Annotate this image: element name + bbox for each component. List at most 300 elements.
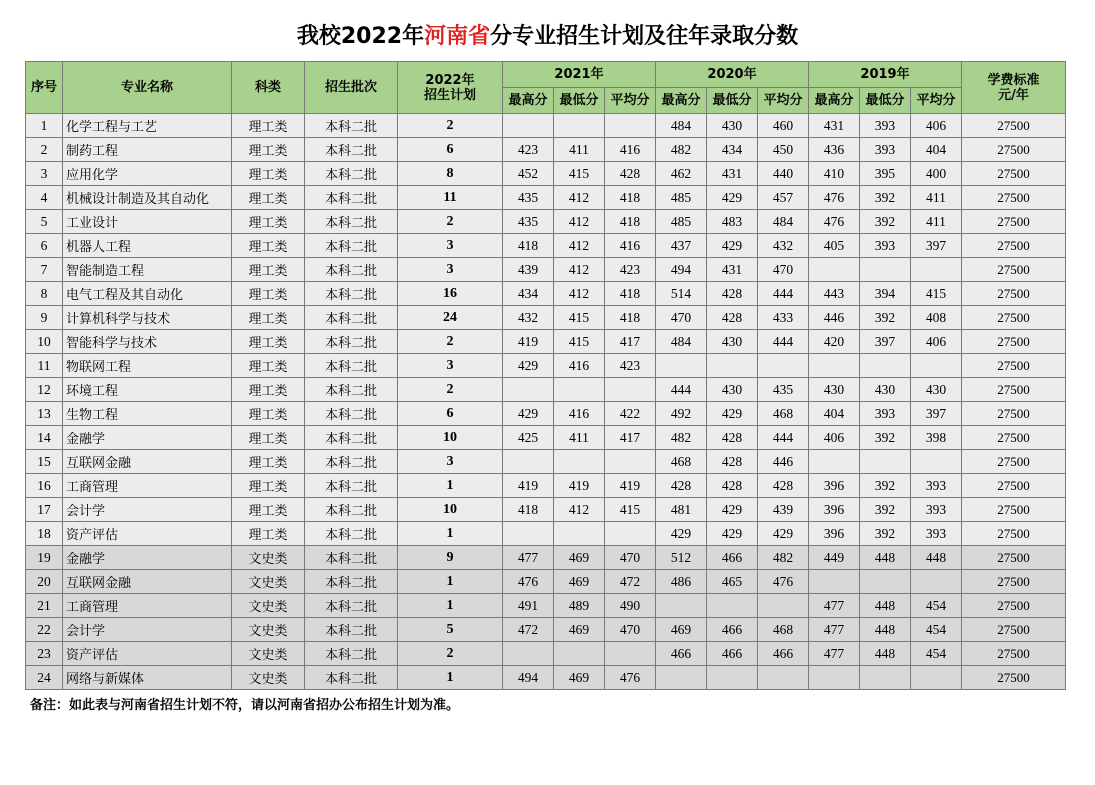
cell-2019-min: 392 (860, 474, 911, 498)
table-row (26, 258, 1066, 282)
cell-2020-max: 486 (656, 570, 707, 594)
cell-major: 生物工程 (63, 402, 232, 426)
cell-seq: 11 (26, 354, 63, 378)
cell-2019-min: 448 (860, 618, 911, 642)
cell-plan: 1 (398, 522, 503, 546)
cell-batch: 本科二批 (305, 594, 398, 618)
cell-batch: 本科二批 (305, 138, 398, 162)
cell-2019-min (860, 450, 911, 474)
cell-2020-min: 431 (707, 162, 758, 186)
cell-2019-max: 436 (809, 138, 860, 162)
cell-seq: 16 (26, 474, 63, 498)
cell-2020-avg: 476 (758, 570, 809, 594)
cell-2021-max: 435 (503, 210, 554, 234)
cell-2019-max: 396 (809, 522, 860, 546)
cell-category: 理工类 (232, 402, 305, 426)
cell-major: 物联网工程 (63, 354, 232, 378)
cell-2020-avg (758, 594, 809, 618)
cell-category: 理工类 (232, 282, 305, 306)
cell-batch: 本科二批 (305, 210, 398, 234)
cell-plan: 1 (398, 570, 503, 594)
cell-2020-min: 428 (707, 306, 758, 330)
cell-plan: 11 (398, 186, 503, 210)
cell-2021-max: 429 (503, 402, 554, 426)
cell-2021-min (554, 522, 605, 546)
cell-2021-min (554, 114, 605, 138)
cell-major: 智能科学与技术 (63, 330, 232, 354)
cell-2020-min: 430 (707, 114, 758, 138)
cell-2019-avg: 397 (911, 402, 962, 426)
cell-2021-max: 476 (503, 570, 554, 594)
cell-seq: 13 (26, 402, 63, 426)
cell-2019-avg (911, 258, 962, 282)
cell-fee: 27500 (962, 474, 1066, 498)
cell-2021-min: 412 (554, 234, 605, 258)
cell-2021-avg: 416 (605, 138, 656, 162)
cell-2021-avg: 418 (605, 282, 656, 306)
cell-2020-max: 437 (656, 234, 707, 258)
cell-fee: 27500 (962, 378, 1066, 402)
cell-2020-min: 466 (707, 642, 758, 666)
cell-major: 机械设计制造及其自动化 (63, 186, 232, 210)
cell-2021-max (503, 114, 554, 138)
table-row (26, 618, 1066, 642)
cell-seq: 20 (26, 570, 63, 594)
cell-2019-min: 392 (860, 522, 911, 546)
cell-major: 工业设计 (63, 210, 232, 234)
cell-2021-avg: 417 (605, 330, 656, 354)
plan-header-line1: 2022年 (425, 72, 475, 88)
cell-2020-min: 430 (707, 378, 758, 402)
cell-fee: 27500 (962, 498, 1066, 522)
table-row (26, 426, 1066, 450)
cell-plan: 16 (398, 282, 503, 306)
col-batch-header: 招生批次 (305, 62, 398, 114)
cell-2019-min: 430 (860, 378, 911, 402)
cell-seq: 24 (26, 666, 63, 690)
cell-2019-max: 443 (809, 282, 860, 306)
plan-header-line2: 招生计划 (423, 87, 476, 103)
cell-batch: 本科二批 (305, 546, 398, 570)
cell-category: 文史类 (232, 666, 305, 690)
cell-2019-avg: 430 (911, 378, 962, 402)
cell-2019-min: 448 (860, 642, 911, 666)
cell-2021-avg: 472 (605, 570, 656, 594)
cell-2020-max: 481 (656, 498, 707, 522)
cell-2020-avg: 439 (758, 498, 809, 522)
cell-seq: 3 (26, 162, 63, 186)
cell-major: 制药工程 (63, 138, 232, 162)
table-row (26, 234, 1066, 258)
cell-2021-avg: 423 (605, 354, 656, 378)
cell-2021-avg (605, 642, 656, 666)
cell-batch: 本科二批 (305, 498, 398, 522)
cell-plan: 9 (398, 546, 503, 570)
cell-major: 金融学 (63, 546, 232, 570)
cell-seq: 10 (26, 330, 63, 354)
cell-2020-min (707, 594, 758, 618)
cell-2021-avg: 423 (605, 258, 656, 282)
cell-seq: 22 (26, 618, 63, 642)
cell-2020-avg: 444 (758, 330, 809, 354)
cell-2020-max: 466 (656, 642, 707, 666)
cell-2019-max: 396 (809, 474, 860, 498)
cell-2019-min: 392 (860, 498, 911, 522)
cell-2020-avg: 460 (758, 114, 809, 138)
cell-2019-avg (911, 666, 962, 690)
cell-2019-min: 392 (860, 210, 911, 234)
cell-batch: 本科二批 (305, 114, 398, 138)
col-plan-header (398, 62, 503, 114)
cell-major: 环境工程 (63, 378, 232, 402)
cell-2021-max: 435 (503, 186, 554, 210)
table-row (26, 666, 1066, 690)
cell-2021-avg: 419 (605, 474, 656, 498)
cell-batch: 本科二批 (305, 354, 398, 378)
cell-category: 理工类 (232, 186, 305, 210)
cell-seq: 18 (26, 522, 63, 546)
cell-2020-max: 482 (656, 138, 707, 162)
cell-2021-max: 429 (503, 354, 554, 378)
cell-2021-min: 412 (554, 282, 605, 306)
cell-2021-max: 477 (503, 546, 554, 570)
col-2021-max-header: 最高分 (503, 88, 554, 114)
cell-2020-min: 430 (707, 330, 758, 354)
table-row (26, 498, 1066, 522)
table-row (26, 378, 1066, 402)
cell-2020-min: 466 (707, 618, 758, 642)
cell-2021-max (503, 378, 554, 402)
cell-seq: 5 (26, 210, 63, 234)
table-row (26, 402, 1066, 426)
cell-2019-max: 430 (809, 378, 860, 402)
cell-2019-min: 392 (860, 426, 911, 450)
cell-2021-max: 432 (503, 306, 554, 330)
col-category-header: 科类 (232, 62, 305, 114)
cell-2019-avg: 454 (911, 594, 962, 618)
cell-2020-min: 466 (707, 546, 758, 570)
col-2021-min-header: 最低分 (554, 88, 605, 114)
cell-fee: 27500 (962, 426, 1066, 450)
cell-plan: 2 (398, 210, 503, 234)
cell-2019-max (809, 570, 860, 594)
cell-2021-avg: 417 (605, 426, 656, 450)
cell-fee: 27500 (962, 546, 1066, 570)
cell-2020-avg: 440 (758, 162, 809, 186)
cell-category: 理工类 (232, 306, 305, 330)
cell-seq: 12 (26, 378, 63, 402)
cell-batch: 本科二批 (305, 258, 398, 282)
cell-2019-min (860, 666, 911, 690)
col-major-header: 专业名称 (63, 62, 232, 114)
admission-table (25, 61, 1066, 690)
cell-2021-max: 494 (503, 666, 554, 690)
cell-category: 理工类 (232, 114, 305, 138)
cell-2020-min: 428 (707, 282, 758, 306)
cell-major: 网络与新媒体 (63, 666, 232, 690)
cell-2019-min (860, 258, 911, 282)
cell-2020-max: 468 (656, 450, 707, 474)
cell-category: 理工类 (232, 474, 305, 498)
cell-2021-min: 412 (554, 498, 605, 522)
cell-plan: 3 (398, 258, 503, 282)
cell-2019-max: 431 (809, 114, 860, 138)
cell-batch: 本科二批 (305, 642, 398, 666)
cell-2020-avg: 470 (758, 258, 809, 282)
cell-major: 工商管理 (63, 474, 232, 498)
cell-2021-min: 411 (554, 138, 605, 162)
col-2020-min-header: 最低分 (707, 88, 758, 114)
cell-fee: 27500 (962, 114, 1066, 138)
cell-2019-min (860, 354, 911, 378)
title-part-1: 我校2022年 (296, 24, 425, 49)
table-row (26, 186, 1066, 210)
cell-2021-avg (605, 378, 656, 402)
cell-2020-avg: 444 (758, 282, 809, 306)
cell-2021-min: 416 (554, 354, 605, 378)
table-row (26, 354, 1066, 378)
cell-fee: 27500 (962, 138, 1066, 162)
cell-2019-avg (911, 354, 962, 378)
cell-2019-min: 448 (860, 594, 911, 618)
table-row (26, 474, 1066, 498)
cell-2020-avg: 457 (758, 186, 809, 210)
table-row (26, 450, 1066, 474)
cell-2020-min: 483 (707, 210, 758, 234)
cell-2020-max: 484 (656, 330, 707, 354)
cell-2021-min: 412 (554, 210, 605, 234)
cell-fee: 27500 (962, 234, 1066, 258)
cell-2019-avg: 406 (911, 114, 962, 138)
cell-2021-avg: 418 (605, 186, 656, 210)
cell-2021-max: 423 (503, 138, 554, 162)
col-2019-avg-header: 平均分 (911, 88, 962, 114)
cell-batch: 本科二批 (305, 402, 398, 426)
cell-plan: 10 (398, 498, 503, 522)
cell-2020-avg: 484 (758, 210, 809, 234)
cell-2021-min: 412 (554, 186, 605, 210)
cell-plan: 1 (398, 474, 503, 498)
cell-2021-avg (605, 450, 656, 474)
cell-major: 资产评估 (63, 522, 232, 546)
cell-2021-avg: 415 (605, 498, 656, 522)
cell-2020-avg: 435 (758, 378, 809, 402)
cell-fee: 27500 (962, 306, 1066, 330)
cell-2019-avg: 393 (911, 522, 962, 546)
cell-2020-avg (758, 354, 809, 378)
cell-2019-avg (911, 570, 962, 594)
cell-plan: 3 (398, 450, 503, 474)
cell-2019-avg: 415 (911, 282, 962, 306)
cell-2021-max: 434 (503, 282, 554, 306)
cell-category: 理工类 (232, 354, 305, 378)
cell-2019-min: 393 (860, 114, 911, 138)
cell-2020-max: 429 (656, 522, 707, 546)
cell-batch: 本科二批 (305, 306, 398, 330)
cell-major: 工商管理 (63, 594, 232, 618)
cell-2021-avg: 418 (605, 306, 656, 330)
cell-2019-avg: 454 (911, 618, 962, 642)
cell-major: 互联网金融 (63, 450, 232, 474)
cell-2021-max: 472 (503, 618, 554, 642)
cell-batch: 本科二批 (305, 618, 398, 642)
table-row (26, 330, 1066, 354)
cell-seq: 19 (26, 546, 63, 570)
cell-2019-min: 397 (860, 330, 911, 354)
table-row (26, 162, 1066, 186)
table-row (26, 306, 1066, 330)
cell-2019-max: 449 (809, 546, 860, 570)
cell-plan: 3 (398, 354, 503, 378)
cell-2020-avg: 444 (758, 426, 809, 450)
cell-category: 理工类 (232, 210, 305, 234)
cell-2021-avg: 476 (605, 666, 656, 690)
cell-plan: 6 (398, 402, 503, 426)
cell-2020-min: 429 (707, 186, 758, 210)
cell-2020-max: 462 (656, 162, 707, 186)
cell-major: 资产评估 (63, 642, 232, 666)
cell-2021-min: 469 (554, 666, 605, 690)
cell-2021-avg: 470 (605, 546, 656, 570)
col-2019-min-header: 最低分 (860, 88, 911, 114)
cell-major: 智能制造工程 (63, 258, 232, 282)
cell-2021-max: 419 (503, 474, 554, 498)
cell-batch: 本科二批 (305, 378, 398, 402)
cell-plan: 1 (398, 666, 503, 690)
cell-batch: 本科二批 (305, 522, 398, 546)
cell-2021-min (554, 642, 605, 666)
cell-seq: 15 (26, 450, 63, 474)
cell-2021-min: 469 (554, 570, 605, 594)
footnote: 备注：如此表与河南省招生计划不符，请以河南省招办公布招生计划为准。 (30, 698, 460, 713)
cell-2021-avg: 490 (605, 594, 656, 618)
cell-2019-min: 393 (860, 234, 911, 258)
cell-batch: 本科二批 (305, 186, 398, 210)
title-province: 河南省 (424, 24, 491, 49)
cell-fee: 27500 (962, 666, 1066, 690)
col-2021-avg-header: 平均分 (605, 88, 656, 114)
cell-seq: 9 (26, 306, 63, 330)
cell-2021-max (503, 642, 554, 666)
cell-fee: 27500 (962, 570, 1066, 594)
cell-2020-min (707, 354, 758, 378)
cell-2019-max (809, 354, 860, 378)
cell-plan: 10 (398, 426, 503, 450)
cell-2021-min: 469 (554, 618, 605, 642)
table-header (26, 62, 1066, 114)
cell-2020-min: 434 (707, 138, 758, 162)
cell-2020-avg: 433 (758, 306, 809, 330)
cell-2019-avg: 398 (911, 426, 962, 450)
cell-2021-max: 418 (503, 234, 554, 258)
table-row (26, 138, 1066, 162)
col-seq-header: 序号 (26, 62, 63, 114)
cell-seq: 1 (26, 114, 63, 138)
cell-category: 理工类 (232, 258, 305, 282)
cell-2021-max: 425 (503, 426, 554, 450)
cell-category: 理工类 (232, 330, 305, 354)
cell-2020-avg: 450 (758, 138, 809, 162)
cell-2020-avg: 428 (758, 474, 809, 498)
cell-fee: 27500 (962, 258, 1066, 282)
cell-2019-min: 393 (860, 138, 911, 162)
cell-2021-avg: 470 (605, 618, 656, 642)
cell-2021-avg: 416 (605, 234, 656, 258)
page-title (0, 22, 1095, 52)
cell-fee: 27500 (962, 450, 1066, 474)
cell-category: 理工类 (232, 234, 305, 258)
cell-fee: 27500 (962, 402, 1066, 426)
cell-2021-min: 415 (554, 162, 605, 186)
cell-category: 文史类 (232, 594, 305, 618)
cell-fee: 27500 (962, 354, 1066, 378)
cell-2019-max: 410 (809, 162, 860, 186)
cell-2020-max: 484 (656, 114, 707, 138)
cell-2019-min: 448 (860, 546, 911, 570)
cell-2020-max (656, 354, 707, 378)
cell-major: 会计学 (63, 498, 232, 522)
cell-category: 理工类 (232, 426, 305, 450)
fee-header-line2: 元/年 (998, 87, 1029, 103)
cell-fee: 27500 (962, 618, 1066, 642)
cell-batch: 本科二批 (305, 666, 398, 690)
cell-2021-min: 412 (554, 258, 605, 282)
cell-category: 理工类 (232, 378, 305, 402)
cell-seq: 7 (26, 258, 63, 282)
cell-batch: 本科二批 (305, 426, 398, 450)
cell-category: 理工类 (232, 522, 305, 546)
col-2020-header: 2020年 (656, 62, 809, 88)
cell-major: 金融学 (63, 426, 232, 450)
cell-2021-max (503, 450, 554, 474)
cell-2019-max: 477 (809, 594, 860, 618)
cell-2019-avg: 406 (911, 330, 962, 354)
cell-2021-min: 416 (554, 402, 605, 426)
cell-2020-min (707, 666, 758, 690)
cell-plan: 2 (398, 378, 503, 402)
table-row (26, 546, 1066, 570)
cell-major: 化学工程与工艺 (63, 114, 232, 138)
cell-seq: 23 (26, 642, 63, 666)
cell-major: 互联网金融 (63, 570, 232, 594)
title-part-2: 分专业招生计划及往年录取分数 (490, 24, 799, 49)
cell-2021-avg (605, 522, 656, 546)
cell-2020-avg: 446 (758, 450, 809, 474)
col-2019-max-header: 最高分 (809, 88, 860, 114)
cell-2021-max: 418 (503, 498, 554, 522)
cell-2020-min: 429 (707, 234, 758, 258)
fee-header-line1: 学费标准 (987, 72, 1040, 88)
cell-plan: 2 (398, 330, 503, 354)
cell-2020-avg (758, 666, 809, 690)
cell-2021-max: 419 (503, 330, 554, 354)
col-2020-max-header: 最高分 (656, 88, 707, 114)
cell-2020-max: 485 (656, 186, 707, 210)
cell-2019-max: 476 (809, 210, 860, 234)
cell-2020-max: 512 (656, 546, 707, 570)
cell-2019-max: 404 (809, 402, 860, 426)
cell-2019-min: 392 (860, 186, 911, 210)
cell-2020-max: 444 (656, 378, 707, 402)
table-row (26, 642, 1066, 666)
cell-2019-max: 420 (809, 330, 860, 354)
cell-fee: 27500 (962, 330, 1066, 354)
cell-2019-min (860, 570, 911, 594)
cell-fee: 27500 (962, 522, 1066, 546)
cell-2020-max: 482 (656, 426, 707, 450)
cell-2019-avg: 393 (911, 474, 962, 498)
cell-2019-max: 396 (809, 498, 860, 522)
